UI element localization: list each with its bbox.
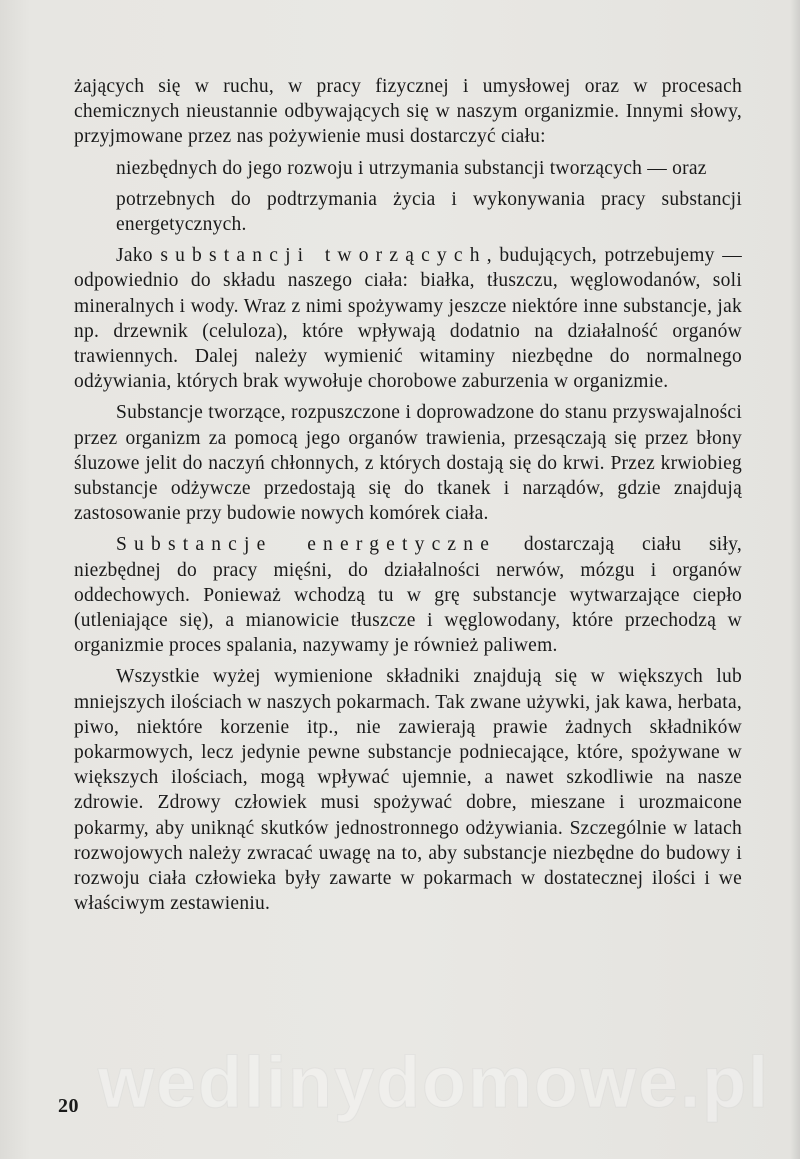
- paragraph-1: żających się w ruchu, w pracy fizycznej i umysłowej oraz w procesach chemicznych nieustannie odbywających się w naszym organizmie. Innymi słowy, przyjmowane przez nas pożywienie musi dostarczyć ciału:: [74, 76, 742, 148]
- list-item-1: niezbędnych do jego rozwoju i utrzymania substancji tworzących — oraz: [116, 157, 707, 179]
- paragraph-rest: , budujących, potrzebujemy — odpowiednio do składu naszego ciała: białka, tłuszczu, węglowodanów, soli mineralnych i wody. Wraz z nimi spożywamy jeszcze niektóre inne substancje, jak np. drzewnik (celuloza), które wpływają dodatnio na działalność organów trawiennych. Dalej należy wymienić witaminy niezbędne do normalnego odżywiania, których brak wywołuje chorobowe zaburzenia w organizmie.: [74, 245, 742, 393]
- page-body: [74, 74, 742, 917]
- spaced-emphasis-tworzacych: substancji tworzących: [160, 245, 487, 267]
- paragraph-lead: Jako: [116, 245, 161, 267]
- paragraph-substancje-tworzace: [74, 243, 742, 394]
- page-number: 20: [58, 1095, 79, 1117]
- paragraph-rest: dostarczają ciału siły, niezbędnej do pracy mięśni, do działalności nerwów, mózgu i organów oddechowych. Ponieważ wchodzą tu w grę substancje wytwarzające ciepło (utleniające się), a mianowicie tłuszcze i węglowodany, które przechodzą w organizmie proces spalania, nazywamy je również paliwem.: [74, 534, 742, 657]
- list-item-2: potrzebnych do podtrzymania życia i wykonywania pracy substancji energetycznych.: [116, 188, 742, 236]
- paragraph-skladniki: Wszystkie wyżej wymienione składniki znajdują się w większych lub mniejszych ilościach w naszych pokarmach. Tak zwane używki, jak kawa, herbata, piwo, niektóre korzenie itp., nie zawierają prawie żadnych składników pokarmowych, lecz jedynie pewne substancje podniecające, które, spożywane w większych ilościach, mogą wpływać ujemnie, a nawet szkodliwie na nasze zdrowie. Zdrowy człowiek musi spożywać dobre, mieszane i urozmaicone pokarmy, aby uniknąć skutków jednostronnego odżywiania. Szczególnie w latach rozwojowych należy zwracać uwagę na to, aby substancje niezbędne do budowy i rozwoju ciała człowieka były zawarte w pokarmach w dostatecznej ilości i we właściwym zestawieniu.: [74, 666, 742, 915]
- paragraph-substancje-energetyczne: [74, 532, 742, 658]
- spaced-emphasis-energetyczne: Substancje energetyczne: [116, 534, 497, 556]
- watermark-text: wedlinydomowe.pl: [98, 1043, 771, 1123]
- paragraph-trawienie: Substancje tworzące, rozpuszczone i doprowadzone do stanu przyswajalności przez organizm za pomocą jego organów trawienia, przesączają się przez błony śluzowe jelit do naczyń chłonnych, z których dostają się do krwi. Przez krwiobieg substancje odżywcze przedostają się do tkanek i narządów, gdzie znajdują zastosowanie przy budowie nowych komórek ciała.: [74, 402, 742, 525]
